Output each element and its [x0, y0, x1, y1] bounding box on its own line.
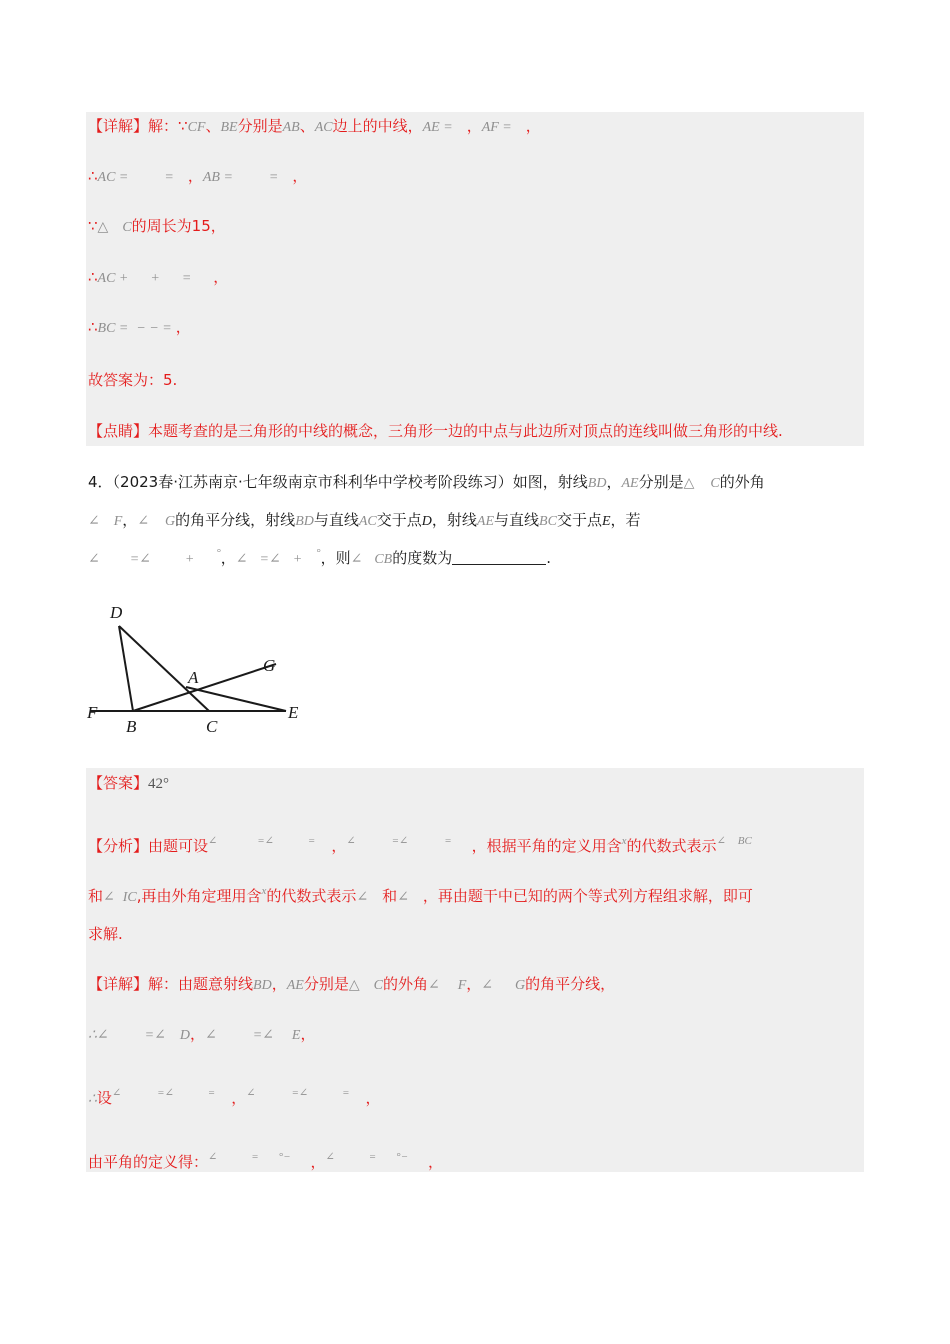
math-be: BE — [220, 120, 238, 135]
label-a: A — [188, 668, 199, 687]
text: ， — [466, 975, 482, 993]
text: ， — [525, 117, 541, 135]
math-eq-angle: =∠ — [291, 1087, 309, 1099]
text: ,再由外角定理用含 — [136, 887, 262, 905]
comment-line — [88, 421, 783, 441]
math-eq: = — [368, 1151, 377, 1163]
label-b: B — [126, 717, 137, 736]
angle-symbol: ∠ — [716, 835, 726, 847]
text: 交于点 — [376, 511, 422, 529]
text: ， — [428, 1153, 444, 1171]
math-ac: AC — [314, 120, 333, 135]
step-line-1 — [88, 1024, 315, 1046]
text: 的度数为 — [392, 549, 453, 567]
comment-tag: 【点睛】 — [88, 422, 149, 440]
math-ab-eq: AB = — [202, 170, 233, 185]
angle-symbol: ∠ — [346, 835, 356, 847]
angle-symbol: ∠ — [208, 835, 218, 847]
math-degree-minus: °− — [396, 1151, 408, 1163]
degree-symbol: ° — [216, 547, 221, 559]
text: ， — [606, 473, 622, 491]
text: 和 — [88, 887, 104, 905]
math-d: D — [179, 1028, 190, 1043]
math-ae: AE = — [422, 120, 453, 135]
math-eq-angle: =∠ — [257, 835, 274, 847]
text: 、 — [205, 117, 221, 135]
text: ， — [187, 167, 203, 185]
text: . — [546, 549, 552, 567]
math-af: AF = — [481, 120, 512, 135]
label-c: C — [206, 717, 218, 736]
math-cf: CF — [187, 120, 206, 135]
math-ab: AB — [282, 120, 300, 135]
text: ， — [292, 167, 308, 185]
text: 的角平分线， — [525, 975, 616, 993]
triangle-symbol: △ — [348, 977, 360, 993]
text: 解：∵ — [148, 117, 188, 135]
text: ， — [331, 837, 347, 855]
text: ， — [271, 975, 287, 993]
geometry-figure — [80, 596, 320, 746]
text: 、 — [299, 117, 315, 135]
detail-line-1 — [88, 974, 615, 996]
text: 和 — [382, 887, 398, 905]
math-plus: + — [292, 552, 303, 567]
answer-tag: 【答案】 — [88, 774, 149, 792]
text: 由题可设 — [148, 837, 209, 855]
math-eq: = — [444, 835, 452, 847]
math-f: F — [113, 514, 123, 529]
text: 的周长为15， — [131, 217, 226, 235]
problem-line-1 — [88, 472, 765, 494]
math-ac: AC — [358, 514, 377, 529]
text: 分别是 — [638, 473, 684, 491]
triangle-symbol: △ — [97, 219, 109, 235]
angle-symbol: ∠ — [325, 1151, 335, 1163]
text: ， — [220, 549, 236, 567]
angle-symbol: ∠ — [481, 978, 494, 993]
text: 解：由题意射线 — [148, 975, 254, 993]
text: ， — [466, 117, 482, 135]
answer-value: 42° — [148, 776, 170, 792]
analysis-line-1 — [88, 836, 752, 858]
math-cb: CB — [374, 552, 393, 567]
math-e: E — [291, 1028, 301, 1043]
detail-line-3 — [88, 216, 226, 238]
math-eq-angle: =∠ — [129, 552, 151, 567]
text: 边上的中线， — [332, 117, 423, 135]
math-eq-angle: =∠ — [391, 835, 409, 847]
angle-symbol: ∠ — [204, 1028, 217, 1043]
angle-symbol: ∠ — [111, 1087, 122, 1099]
angle-symbol: ∠ — [208, 1151, 218, 1163]
angle-symbol: ∠ — [235, 552, 248, 567]
label-g: G — [263, 656, 276, 675]
problem-line-2 — [88, 510, 641, 532]
therefore-symbol: ∴ — [88, 167, 98, 185]
math-eq: = — [164, 170, 174, 185]
text: ，射线 — [431, 511, 477, 529]
math-bd: BD — [253, 978, 272, 993]
text: 的代数式表示 — [266, 887, 357, 905]
math-eq-angle: =∠ — [252, 1028, 274, 1043]
math-degree-minus: °− — [278, 1151, 291, 1163]
math-bc-eq: BC = — [97, 321, 129, 336]
math-d: D — [421, 514, 432, 529]
comment-text: 本题考查的是三角形的中线的概念，三角形一边的中点与此边所对顶点的连线叫做三角形的中线. — [148, 422, 783, 440]
step-line-3 — [88, 1152, 443, 1174]
text: ，再由题干中已知的两个等式列方程组求解，即可 — [422, 887, 753, 905]
detail-tag: 【详解】 — [88, 117, 149, 135]
angle-symbol: ∠ — [397, 890, 409, 905]
math-ic: IC — [122, 890, 137, 905]
answer-text: 故答案为：5. — [88, 371, 178, 389]
therefore-symbol: ∴ — [88, 1028, 97, 1043]
text: 的外角 — [382, 975, 428, 993]
text: 的外角 — [719, 473, 765, 491]
answer-blank[interactable] — [452, 549, 546, 565]
analysis-line-3 — [88, 924, 123, 944]
problem-line-3 — [88, 548, 551, 570]
angle-symbol: ∠ — [96, 1028, 109, 1043]
text: ，则 — [320, 549, 351, 567]
analysis-line-2 — [88, 886, 753, 908]
text: 分别是 — [237, 117, 283, 135]
math-ac-plus: AC + — [97, 271, 129, 286]
math-c: C — [122, 220, 132, 235]
degree-symbol: ° — [316, 547, 321, 559]
therefore-symbol: ∴ — [88, 318, 98, 336]
math-ac-eq: AC = — [97, 170, 129, 185]
text: ， — [122, 511, 138, 529]
text: 设 — [96, 1089, 112, 1107]
text: 的角平分线，射线 — [175, 511, 296, 529]
text: 分别是 — [303, 975, 349, 993]
segment-ae — [186, 687, 286, 711]
math-eq: = — [207, 1087, 216, 1099]
math-plus: + — [150, 271, 160, 286]
math-g: G — [515, 978, 526, 993]
math-ae: AE — [286, 978, 304, 993]
label-d: D — [110, 603, 123, 622]
text: ， — [231, 1089, 247, 1107]
math-bd: BD — [587, 476, 607, 491]
detail-line-4 — [88, 267, 228, 289]
answer-line — [88, 370, 177, 390]
math-eq: = — [268, 170, 279, 185]
math-c: C — [710, 476, 720, 491]
text: ，根据平角的定义用含 — [471, 837, 622, 855]
text: ， — [365, 1089, 381, 1107]
text: 的代数式表示 — [626, 837, 717, 855]
angle-symbol: ∠ — [137, 514, 150, 529]
angle-symbol: ∠ — [88, 552, 100, 567]
math-bd: BD — [295, 514, 314, 529]
angle-symbol: ∠ — [427, 978, 440, 993]
text: ，若 — [610, 511, 641, 529]
problem-source: （2023春·江苏南京·七年级南京市科利华中学校考阶段练习）如图，射线 — [112, 473, 588, 491]
math-eq: = — [307, 835, 316, 847]
math-x: x — [261, 885, 267, 897]
problem-number: 4． — [88, 473, 113, 491]
angle-symbol: ∠ — [356, 890, 369, 905]
math-eq-angle: =∠ — [144, 1028, 166, 1043]
math-ops: − − = — [136, 321, 172, 336]
text: 求解. — [88, 925, 123, 943]
math-c: C — [373, 978, 383, 993]
math-plus: + — [184, 552, 195, 567]
triangle-symbol: △ — [683, 475, 695, 491]
text: 交于点 — [556, 511, 602, 529]
detail-line-5 — [88, 317, 191, 339]
segment-db — [119, 626, 133, 711]
math-eq-angle: =∠ — [157, 1087, 174, 1099]
text: ， — [175, 318, 191, 336]
math-bc: BC — [737, 835, 752, 847]
math-x: x — [621, 835, 627, 847]
detail-line-2 — [88, 166, 307, 188]
math-eq: = — [251, 1151, 259, 1163]
math-bc: BC — [539, 514, 557, 529]
solution-panel — [86, 768, 864, 1172]
therefore-symbol: ∴ — [88, 1092, 97, 1107]
because-symbol: ∵ — [88, 217, 98, 235]
math-ae: AE — [621, 476, 639, 491]
text: ， — [310, 1153, 326, 1171]
answer-line — [88, 773, 169, 794]
text: ， — [213, 268, 229, 286]
detail-line-1 — [88, 116, 541, 138]
text: 由平角的定义得： — [88, 1153, 209, 1171]
text: ， — [189, 1025, 205, 1043]
label-e: E — [288, 703, 299, 722]
math-eq: = — [181, 271, 192, 286]
therefore-symbol: ∴ — [88, 268, 98, 286]
detail-tag: 【详解】 — [88, 975, 149, 993]
angle-symbol: ∠ — [88, 514, 100, 529]
text: 与直线 — [313, 511, 359, 529]
math-ae: AE — [476, 514, 495, 529]
math-eq-angle: =∠ — [259, 552, 281, 567]
math-f: F — [457, 978, 467, 993]
angle-symbol: ∠ — [350, 552, 363, 567]
analysis-tag: 【分析】 — [88, 837, 149, 855]
angle-symbol: ∠ — [103, 890, 115, 905]
angle-symbol: ∠ — [246, 1087, 256, 1099]
text: 与直线 — [494, 511, 540, 529]
label-f: F — [87, 703, 98, 722]
math-g: G — [165, 514, 176, 529]
step-line-2 — [88, 1088, 381, 1110]
math-e: E — [601, 514, 611, 529]
math-eq: = — [342, 1087, 350, 1099]
text: ， — [300, 1025, 316, 1043]
